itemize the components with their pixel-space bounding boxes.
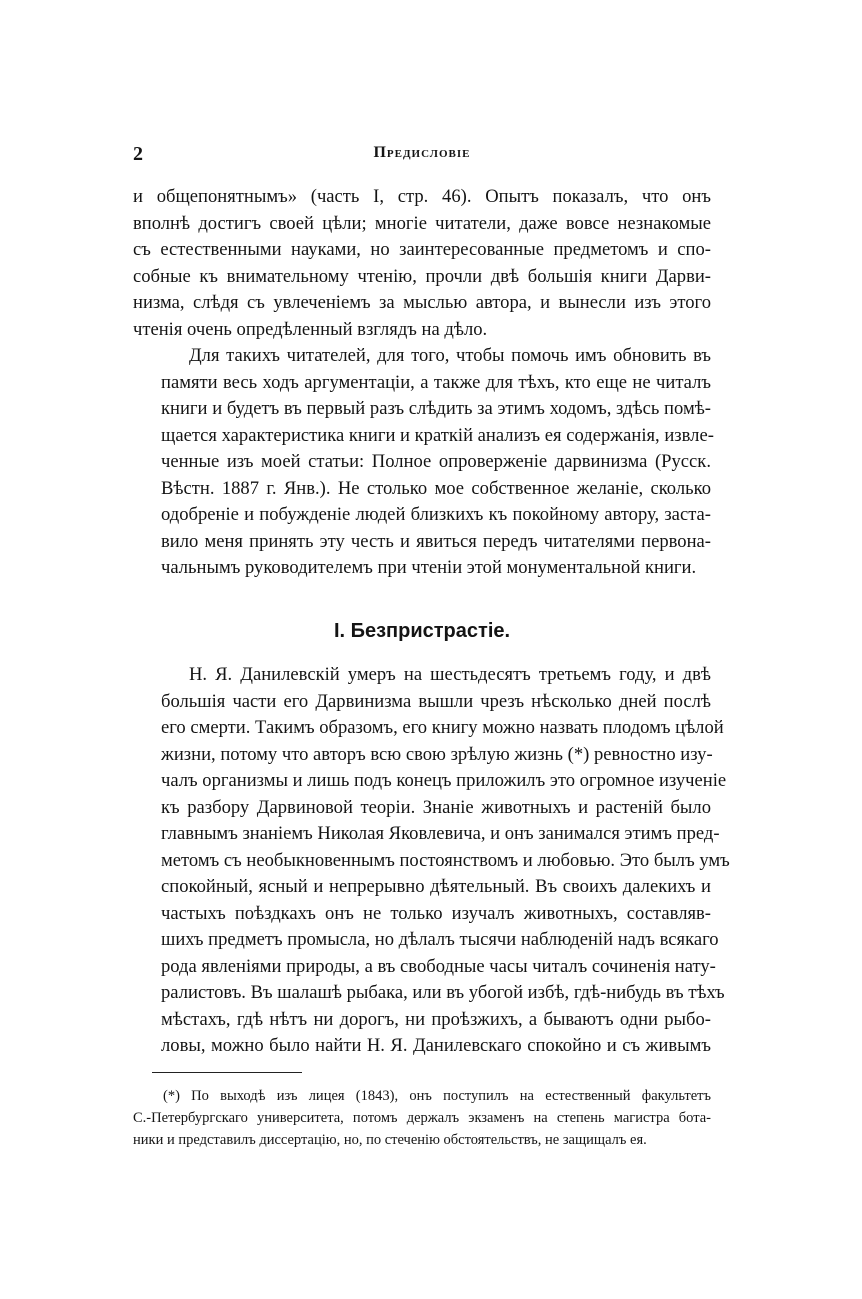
text-line: главнымъ знаніемъ Николая Яковлевича, и онъ занимался этимъ пред- <box>161 823 720 844</box>
text-line: жизни, потому что авторъ всю свою зрѣлую жизнь (*) ревностно изу- <box>161 743 713 765</box>
page-number: 2 <box>133 143 143 165</box>
text-line: ченные изъ моей статьи: Полное опроверженіе дарвинизма (Русск. <box>161 451 711 472</box>
text-line: вполнѣ достигъ своей цѣли; многіе читатели, даже вовсе незнакомые <box>133 212 711 234</box>
text-line: мѣстахъ, гдѣ нѣтъ ни дорогъ, ни проѣзжихъ, а бываютъ одни рыбо- <box>161 1008 711 1030</box>
text-line: щается характеристика книги и краткій анализъ ея содержанія, извле- <box>161 424 714 446</box>
text-line: чтенія очень опредѣленный взглядъ на дѣло. <box>133 318 488 340</box>
text-line: вило меня принять эту честь и явиться передъ читателями первона- <box>161 530 711 552</box>
section-heading: I. Безпристрастіе. <box>333 620 511 642</box>
text-line: книги и будетъ въ первый разъ слѣдить за этимъ ходомъ, здѣсь помѣ- <box>161 398 711 419</box>
text-line: чальнымъ руководителемъ при чтеніи этой монументальной книги. <box>161 557 697 578</box>
text-line: ралистовъ. Въ шалашѣ рыбака, или въ убогой избѣ, гдѣ-нибудь въ тѣхъ <box>161 982 725 1003</box>
paragraph-3 <box>133 662 730 1060</box>
footnote <box>133 1085 711 1151</box>
text-line: частыхъ поѣздкахъ онъ не только изучалъ животныхъ, составляв- <box>161 902 711 924</box>
text-line: рода явленіями природы, а въ свободные часы читалъ сочиненія нату- <box>161 955 716 977</box>
text-line: его смерти. Такимъ образомъ, его книгу можно назвать плодомъ цѣлой <box>161 717 724 738</box>
footnote-divider <box>152 1072 302 1073</box>
text-line: одобреніе и побужденіе людей близкихъ къ покойному автору, заста- <box>161 504 711 525</box>
footnote-line: (*) По выходѣ изъ лицея (1843), онъ поступилъ на естественный факультетъ <box>163 1088 711 1104</box>
text-line: спокойный, ясный и непрерывно дѣятельный. Въ своихъ далекихъ и <box>161 876 711 897</box>
text-line: шихъ предметъ промысла, но дѣлалъ тысячи наблюденій надъ всякаго <box>161 929 719 950</box>
text-line: Н. Я. Данилевскій умеръ на шестьдесятъ третьемъ году, и двѣ <box>189 664 711 685</box>
text-line: метомъ съ необыкновеннымъ постоянствомъ и любовью. Это былъ умъ <box>161 849 730 871</box>
footnote-line: С.-Петербургскаго университета, потомъ держалъ экзаменъ на степень магистра бота- <box>133 1110 711 1126</box>
text-line: большія части его Дарвинизма вышли чрезъ нѣсколько дней послѣ <box>161 690 711 712</box>
text-line: и общепонятнымъ» (часть I, стр. 46). Опытъ показалъ, что онъ <box>133 186 711 207</box>
text-line: Для такихъ читателей, для того, чтобы помочь имъ обновить въ <box>189 345 711 366</box>
text-line: низма, слѣдя съ увлеченіемъ за мыслью автора, и вынесли изъ этого <box>133 292 711 313</box>
text-line: къ разбору Дарвиновой теоріи. Знаніе животныхъ и растеній было <box>161 796 711 818</box>
text-line: ловы, можно было найти Н. Я. Данилевскаго спокойно и съ живымъ <box>161 1035 711 1056</box>
paragraph-2 <box>133 343 714 582</box>
footnote-line: ники и представилъ диссертацію, но, по стеченію обстоятельствъ, не защищалъ ея. <box>133 1132 647 1148</box>
paragraph-1 <box>133 184 711 343</box>
running-title: Предисловіе <box>373 144 471 161</box>
text-line: памяти весь ходъ аргументаціи, а также для тѣхъ, кто еще не читалъ <box>161 371 711 393</box>
text-line: Вѣстн. 1887 г. Янв.). Не столько мое собственное желаніе, сколько <box>161 477 711 499</box>
text-line: собные къ внимательному чтенію, прочли двѣ большія книги Дарви- <box>133 265 711 287</box>
running-head <box>133 141 711 171</box>
text-line: чалъ организмы и лишь подъ конецъ приложилъ это огромное изученіе <box>161 770 727 791</box>
text-line: съ естественными науками, но заинтересованные предметомъ и спо- <box>133 239 711 260</box>
